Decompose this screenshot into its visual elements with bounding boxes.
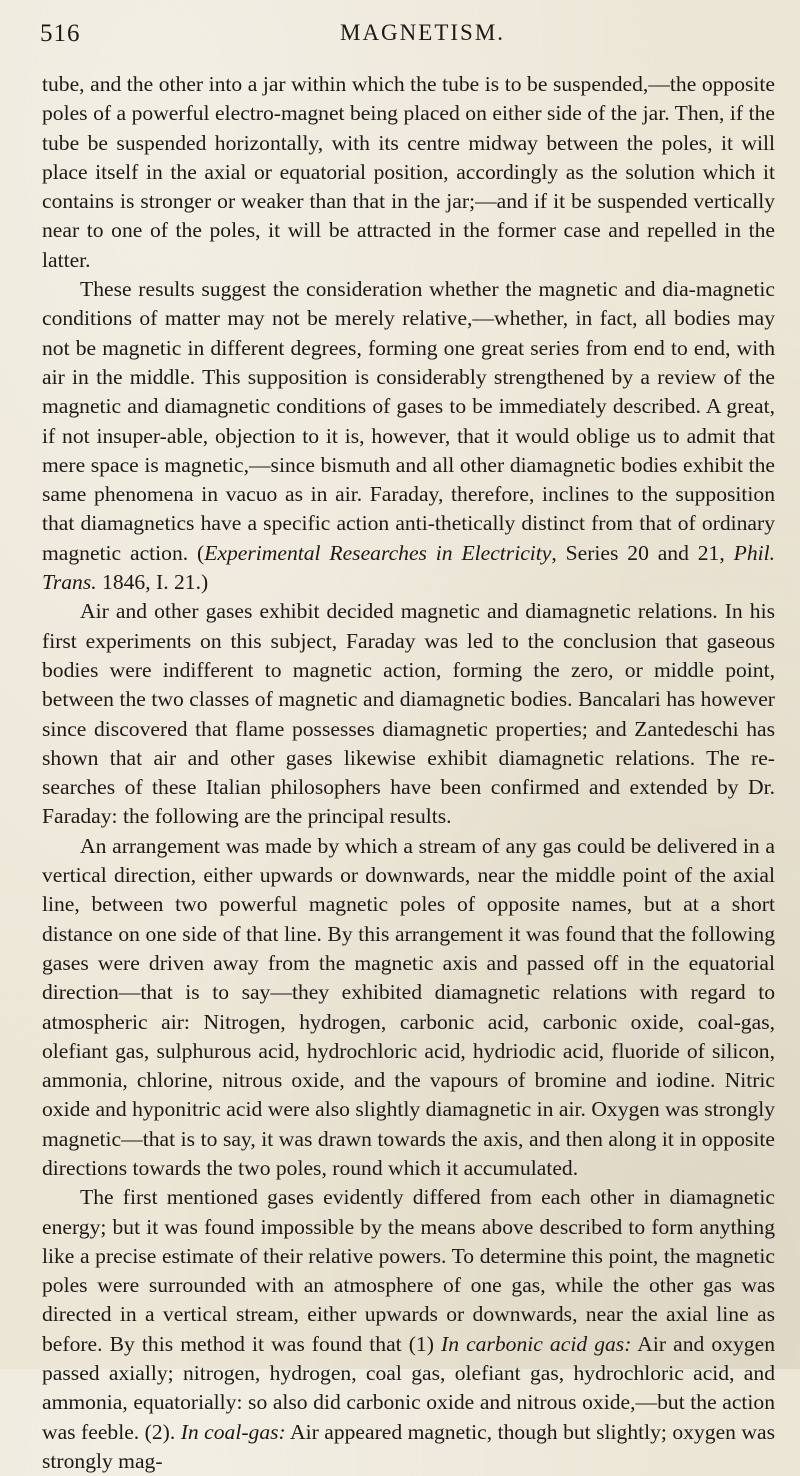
running-head: MAGNETISM. bbox=[340, 20, 506, 45]
paragraph-5-text-3: Air appeared magnetic, though but slightly; oxygen was strongly mag- bbox=[42, 1419, 775, 1473]
paragraph-4-text: An arrangement was made by which a stream of any gas could be delivered in a vertical direction, either upwards or downwards, near the middle point of the axial line, between two powerful magnetic poles of opposite names, but at a short distance on one side of that line. By this arrangement it was found that the following gases were driven away from the magnetic axis and passed off in the equatorial direction—that is to say—they exhibited diamagnetic relations with regard to atmospheric air: Nitrogen, hydrogen, carbonic acid, carbonic oxide, coal-gas, olefiant gas, sulphurous acid, hydrochloric acid, hydriodic acid, fluoride of silicon, ammonia, chlorine, nitrous oxide, and the vapours of bromine and iodine. Nitric oxide and hyponitric acid were also slightly diamagnetic in air. Oxygen was strongly magnetic—that is to say, it was drawn towards the axis, and then along it in opposite directions towards the two poles, round which it accumulated. bbox=[42, 833, 775, 1180]
paragraph-5-italic-1: In carbonic acid gas: bbox=[441, 1331, 632, 1356]
paragraph-4 bbox=[42, 832, 775, 1184]
paragraph-2-text: These results suggest the consideration whether the magnetic and dia-magnetic conditions of matter may not be merely relative,—whether, in fact, all bodies may not be magnetic in different degrees, forming one great series from end to end, with air in the middle. This supposition is considerably strengthened by a review of the magnetic and diamagnetic conditions of gases to be immediately described. A great, if not insuper-able, objection to it is, however, that it would oblige us to admit that mere space is magnetic,—since bismuth and all other diamagnetic bodies exhibit the same phenomena in vacuo as in air. Faraday, therefore, inclines to the supposition that diamagnetics have a specific action anti-thetically distinct from that of ordinary magnetic action. ( bbox=[42, 277, 775, 565]
paragraph-2-citation-title: Experimental Researches in Electricity bbox=[204, 540, 552, 565]
paragraph-1-text: tube, and the other into a jar within which the tube is to be suspended,—the opposite poles of a powerful electro-magnet being placed on either side of the jar. Then, if the tube be suspended horizontally, with its centre midway between the poles, it will place itself in the axial or equatorial position, accordingly as the solution which it contains is stronger or weaker than that in the jar;—and if it be suspended vertically near to one of the poles, it will be attracted in the former case and repelled in the latter. bbox=[42, 72, 775, 272]
paragraph-3-text: Air and other gases exhibit decided magnetic and diamagnetic relations. In his first experiments on this subject, Faraday was led to the conclusion that gaseous bodies were indifferent to magnetic action, forming the zero, or middle point, between the two classes of magnetic and diamagnetic bodies. Bancalari has however since discovered that flame possesses diamagnetic properties; and Zantedeschi has shown that air and other gases likewise exhibit diamagnetic relations. The re-searches of these Italian philosophers have been confirmed and extended by Dr. Faraday: the following are the principal results. bbox=[42, 599, 775, 829]
paragraph-5-italic-2: In coal-gas: bbox=[180, 1419, 286, 1444]
paragraph-3 bbox=[42, 597, 775, 831]
paragraph-5-text: The first mentioned gases evidently differed from each other in diamagnetic energy; but it was found impossible by the means above described to form anything like a precise estimate of their relative powers. To determine this point, the magnetic poles were surrounded with an atmosphere of one gas, while the other gas was directed in a vertical stream, either upwards or downwards, near the axial line as before. By this method it was found that (1) bbox=[42, 1185, 775, 1356]
paragraph-2 bbox=[42, 275, 775, 597]
paragraph-1 bbox=[42, 70, 775, 275]
page-number: 516 bbox=[40, 20, 81, 47]
paragraph-5-text-2: Air and oxygen passed axially; nitrogen, hydrogen, coal gas, olefiant gas, hydrochloric acid, and ammonia, equatorially: so also did carbonic oxide and nitrous oxide,—but the action was feeble. (2). bbox=[42, 1331, 775, 1444]
paragraph-2-text-2: , Series 20 and 21, bbox=[551, 540, 734, 565]
paragraph-2-text-3: 1846, I. 21.) bbox=[96, 570, 209, 595]
body-text bbox=[42, 70, 775, 1476]
page-header bbox=[40, 20, 780, 60]
paragraph-2-journal: Phil. Trans. bbox=[42, 540, 776, 595]
paragraph-5 bbox=[42, 1183, 775, 1476]
